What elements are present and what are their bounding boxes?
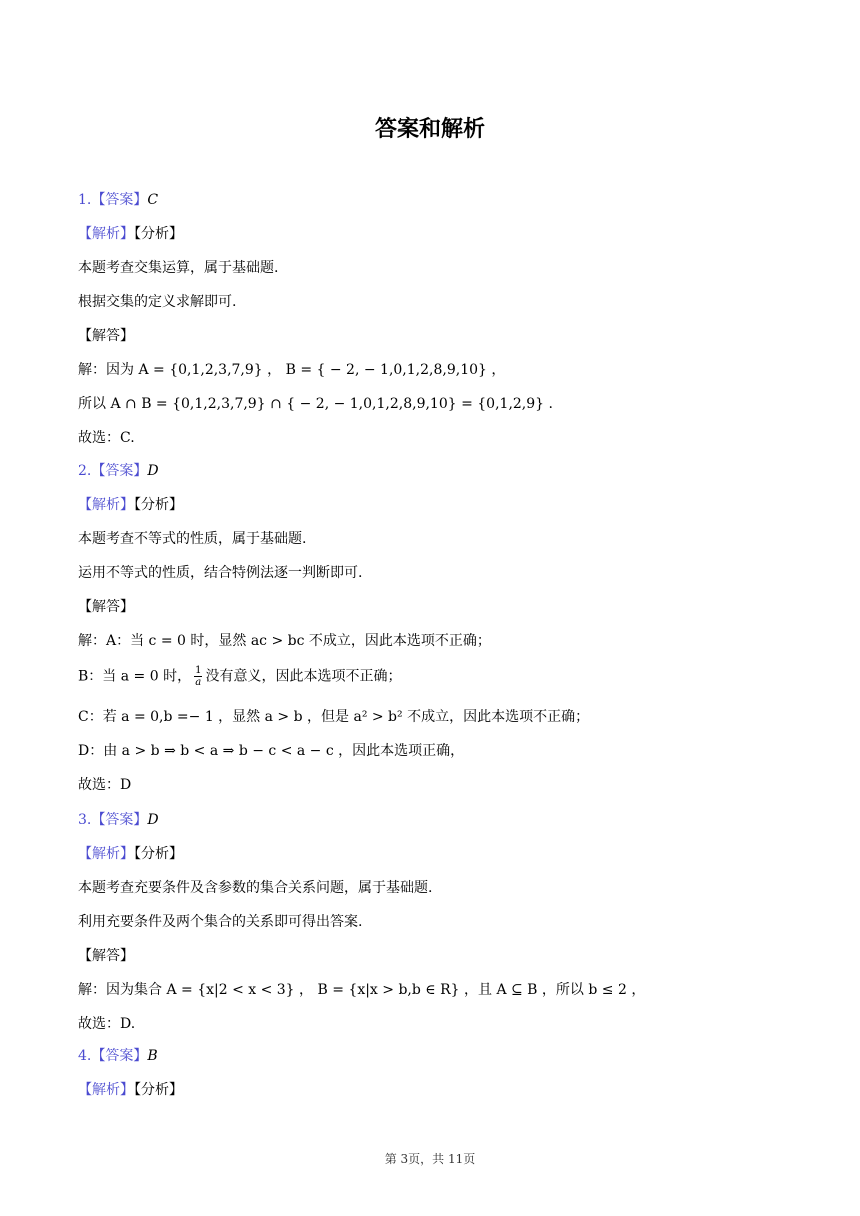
fraction-denominator: a bbox=[195, 677, 202, 688]
fraction-pre-text: B：当 a = 0 时， bbox=[78, 668, 192, 685]
text-line: 本题考查充要条件及含参数的集合关系问题，属于基础题. bbox=[78, 880, 433, 896]
text-line: 本题考查不等式的性质，属于基础题. bbox=[78, 531, 307, 547]
text-line: 根据交集的定义求解即可. bbox=[78, 294, 237, 310]
analysis-line-2 bbox=[78, 495, 183, 515]
answer-label: 1.【答案】 bbox=[78, 192, 148, 208]
analysis-line-4 bbox=[78, 1080, 183, 1100]
page-title: 答案和解析 bbox=[374, 117, 485, 142]
analysis-heading: 【分析】 bbox=[134, 226, 183, 242]
text-line: 【解答】 bbox=[78, 328, 134, 344]
text-line-fraction bbox=[78, 665, 401, 688]
fraction bbox=[194, 665, 202, 688]
answer-value: D bbox=[147, 463, 159, 479]
text-line: 所以 A ∩ B = {0,1,2,3,7,9} ∩ { − 2, − 1,0,1,2,8,9,10} = {0,1,2,9} . bbox=[78, 396, 553, 412]
text-line: 本题考查交集运算，属于基础题. bbox=[78, 260, 279, 276]
fraction-numerator: 1 bbox=[195, 665, 202, 676]
text-line: 解：因为 A = {0,1,2,3,7,9} ， B = { − 2, − 1,0,1,2,8,9,10} ， bbox=[78, 362, 506, 378]
page-footer: 第 3页，共 11页 bbox=[384, 1152, 476, 1166]
analysis-label: 【解析】 bbox=[78, 497, 134, 513]
analysis-heading: 【分析】 bbox=[134, 497, 183, 513]
analysis-label: 【解析】 bbox=[78, 846, 134, 862]
text-line: D：由 a > b ⇒ b < a ⇒ b − c < a − c ，因此本选项正确， bbox=[78, 743, 465, 759]
analysis-line-1 bbox=[78, 224, 183, 244]
text-line: 利用充要条件及两个集合的关系即可得出答案. bbox=[78, 914, 363, 930]
text-line: 故选：D bbox=[78, 777, 132, 793]
answer-value: C bbox=[147, 192, 159, 208]
text-line: 运用不等式的性质，结合特例法逐一判断即可. bbox=[78, 565, 363, 581]
text-line: C：若 a = 0,b =− 1 ，显然 a > b ，但是 a² > b² 不成立，因此本选项不正确； bbox=[78, 709, 590, 725]
answer-line-2 bbox=[78, 461, 159, 481]
analysis-line-3 bbox=[78, 844, 183, 864]
answer-value: B bbox=[147, 1048, 158, 1064]
analysis-label: 【解析】 bbox=[78, 1082, 134, 1098]
text-line: 故选：C. bbox=[78, 430, 135, 446]
answer-line-3 bbox=[78, 810, 159, 830]
text-line: 【解答】 bbox=[78, 948, 134, 964]
fraction-post-text: 没有意义，因此本选项不正确； bbox=[205, 668, 402, 685]
answer-line-1 bbox=[78, 190, 158, 210]
text-line: 解：因为集合 A = {x|2 < x < 3} ， B = {x|x > b,b ∈ R} ，且 A ⊆ B ，所以 b ≤ 2 ， bbox=[78, 982, 646, 998]
analysis-label: 【解析】 bbox=[78, 226, 134, 242]
answer-value: D bbox=[147, 812, 159, 828]
answer-label: 2.【答案】 bbox=[78, 463, 148, 479]
analysis-heading: 【分析】 bbox=[134, 846, 183, 862]
text-line: 解：A：当 c = 0 时，显然 ac > bc 不成立，因此本选项不正确； bbox=[78, 633, 491, 649]
answer-label: 4.【答案】 bbox=[78, 1048, 148, 1064]
answer-line-4 bbox=[78, 1046, 158, 1066]
analysis-heading: 【分析】 bbox=[134, 1082, 183, 1098]
answer-label: 3.【答案】 bbox=[78, 812, 148, 828]
text-line: 【解答】 bbox=[78, 599, 134, 615]
text-line: 故选：D. bbox=[78, 1016, 136, 1032]
